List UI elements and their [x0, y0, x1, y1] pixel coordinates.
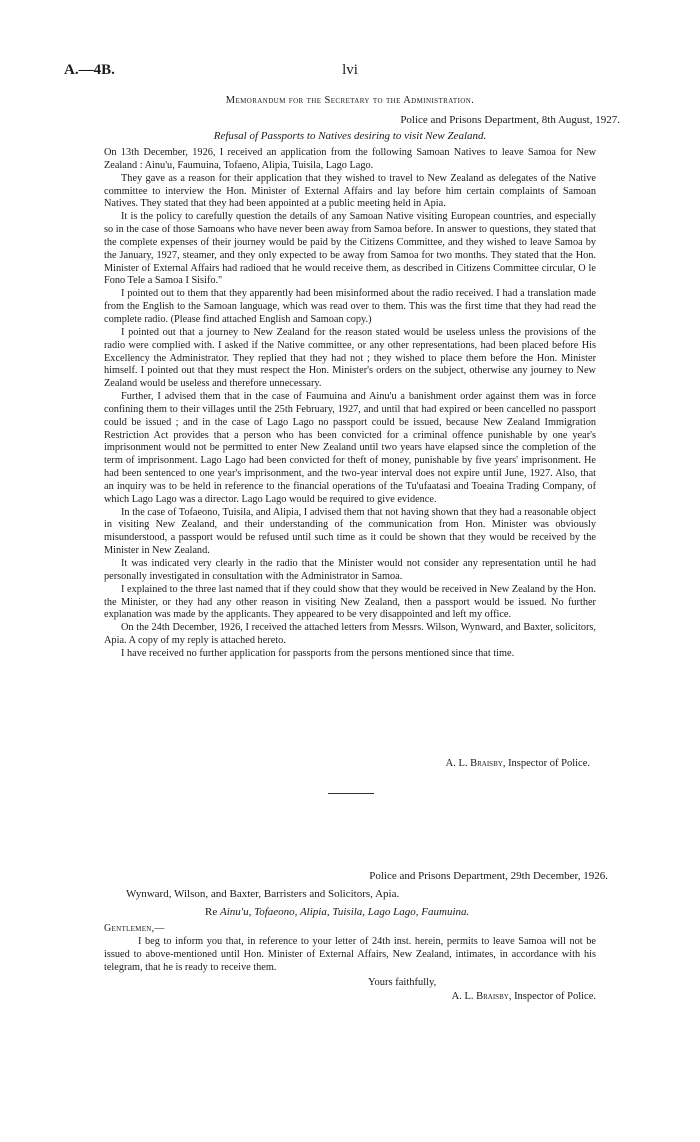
letter-date-line: Police and Prisons Department, 29th December, 1926.: [369, 870, 608, 882]
memorandum-subject: Refusal of Passports to Natives desiring to visit New Zealand.: [213, 130, 487, 142]
memorandum-body: [104, 147, 596, 661]
memo-paragraph-4: I pointed out to them that they apparently had been misinformed about the radio received. I had a translation made from the English to the Samoan language, which was read over to them. This was the first time that they had read the complete radio. (Please find attached English and Samoan copy.): [104, 288, 596, 325]
memo-paragraph-11: I have received no further application for passports from the persons mentioned since that time.: [121, 647, 515, 659]
section-divider: [328, 793, 374, 794]
memo-paragraph-3: It is the policy to carefully question the details of any Samoan Native visiting European countries, and especially so in the case of those Samoans who have never been away from Samoa before. In answer to questions, they stated that the complete expenses of their journey would be paid by the Citizens Committee, and they wished to leave Samoa by the January, 1927, steamer, and they only expected to be away from Samoa for two months. They stated that the Hon. Minister of External Affairs had radioed that he would receive them, as described in Citizens Committee circular, O le Fono Tele a Samoa I Sisifo.": [104, 211, 596, 287]
page-number: lvi: [342, 62, 358, 78]
memorandum-title: Memorandum for the Secretary to the Administration.: [225, 95, 475, 106]
letter-closing: Yours faithfully,: [368, 977, 437, 988]
memo-paragraph-9: I explained to the three last named that if they could show that they would be received in New Zealand by the Hon. the Minister, or they had any other reason in visiting New Zealand, then a passport would be issued. No further explanation was made by the applicants. They appeared to be very disappointed and left my office.: [104, 583, 596, 621]
signature-initials: A. L.: [445, 758, 468, 769]
signature-name: Braisby: [476, 991, 509, 1002]
memorandum-date-line: Police and Prisons Department, 8th August, 1927.: [400, 114, 620, 126]
letter-subject: [205, 906, 469, 918]
memo-paragraph-7: In the case of Tofaeono, Tuisila, and Alipia, I advised them that not having shown that they had a reasonable object in visiting New Zealand, and their understanding of the communication from Hon. Minister was obviously misunderstood, a passport would be refused until such time as it could be shown that they would be received by the Minister in New Zealand.: [104, 506, 596, 557]
memorandum-signature: [446, 758, 590, 769]
signature-initials: A. L.: [451, 991, 474, 1002]
letter-paragraph: I beg to inform you that, in reference to your letter of 24th inst. herein, permits to leave Samoa will not be issued to above-mentioned until Hon. Minister of External Affairs, New Zealand, intimates, in accordance with his telegram, that he is ready to receive them.: [104, 936, 596, 973]
memo-paragraph-5: I pointed out that a journey to New Zealand for the reason stated would be useless unless the provisions of the radio were complied with. I asked if the Native committee, or any other representations, had been placed before His Excellency the Administrator. They replied that they had not ; they wished to place them before the Hon. Minister himself. I pointed out that they must respect the Hon. Minister's orders on the subject, otherwise any journey to New Zealand would be useless and therefore unnecessary.: [104, 326, 596, 390]
letter-body: [104, 936, 596, 975]
letter-subject-names: Ainu'u, Tofaeono, Alipia, Tuisila, Lago Lago, Faumuina.: [219, 906, 470, 918]
page-reference: A.—4B.: [64, 62, 115, 78]
letter-signature: [452, 991, 596, 1002]
letter-subject-prefix: Re: [205, 906, 218, 918]
signature-title: , Inspector of Police.: [502, 758, 590, 769]
memo-paragraph-6: Further, I advised them that in the case of Faumuina and Ainu'u a banishment order against them was in force confining them to their villages until the 25th February, 1927, and until that had expired or been cancelled no passport could be issued ; and in the case of Lago Lago no passport could be issued, because New Zealand Immigration Restriction Act provides that a person who has been convicted for a criminal offence punishable by one year's imprisonment would not be permitted to enter New Zealand until two years have elapsed since the completion of the term of imprisonment. Lago Lago had been convicted for theft of money, punishable by five years' imprisonment. He had been sentenced to one year's imprisonment, and the two-year interval does not expire until June, 1927. Also, that an inquiry was to be held in reference to the financial operations of the Tu'ufaatasi and Toeaina Trading Company, of which Lago Lago was a director. Lago Lago would be required to give evidence.: [104, 391, 596, 505]
memo-paragraph-2: They gave as a reason for their application that they wished to travel to New Zealand as delegates of the Native committee to interview the Hon. Minister of External Affairs and lay before him certain complaints of Samoan Natives. They stated that they had been appointed at a public meeting held in Apia.: [104, 172, 596, 210]
letter-addressee: Wynward, Wilson, and Baxter, Barristers and Solicitors, Apia.: [126, 888, 400, 900]
memo-paragraph-8: It was indicated very clearly in the radio that the Minister would not consider any representation until he had personally investigated in consultation with the Administrator in Samoa.: [104, 558, 596, 582]
letter-salutation: Gentlemen,—: [104, 923, 165, 934]
memo-paragraph-1: On 13th December, 1926, I received an application from the following Samoan Natives to leave Samoa for New Zealand : Ainu'u, Faumuina, Tofaeno, Alipia, Tuisila, Lago Lago.: [104, 147, 596, 171]
signature-title: , Inspector of Police.: [508, 991, 596, 1002]
memo-paragraph-10: On the 24th December, 1926, I received the attached letters from Messrs. Wilson, Wynward, and Baxter, solicitors, Apia. A copy of my reply is attached hereto.: [104, 622, 596, 647]
signature-name: Braisby: [470, 758, 503, 769]
